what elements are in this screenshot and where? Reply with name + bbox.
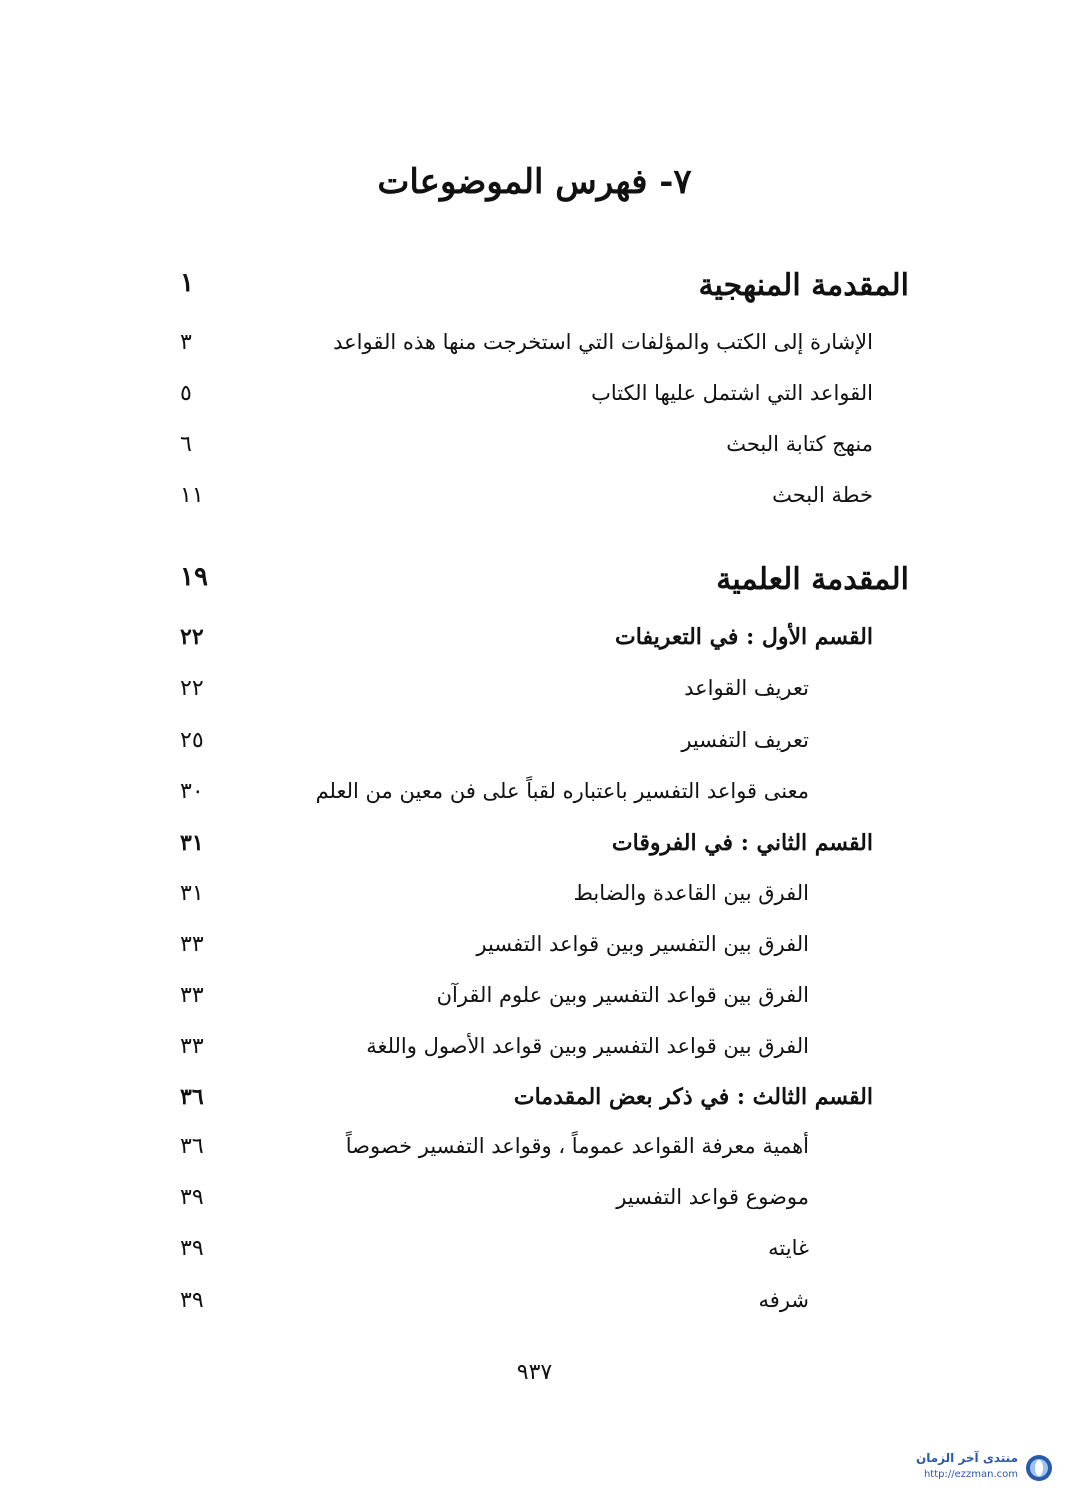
- toc-entry: [160, 483, 909, 523]
- toc-entry-page: ٣٩: [180, 1185, 204, 1210]
- toc-entry-label: المقدمة المنهجية: [698, 268, 909, 303]
- toc-entry-label: الفرق بين قواعد التفسير وبين قواعد الأصول واللغة: [366, 1034, 809, 1058]
- toc-entry-label: تعريف التفسير: [681, 728, 809, 752]
- toc-entry-page: ١: [180, 268, 194, 298]
- toc-entry-page: ٣٩: [180, 1288, 204, 1313]
- toc-entry: [160, 1034, 909, 1074]
- toc-entry-page: ١١: [180, 483, 204, 508]
- toc-entry-section: [160, 562, 909, 602]
- toc-entry-page: ٢٥: [180, 728, 204, 753]
- site-watermark: [898, 1447, 1058, 1493]
- toc-entry-label: شرفه: [758, 1288, 809, 1312]
- toc-entry: [160, 1134, 909, 1174]
- toc-entry-label: القواعد التي اشتمل عليها الكتاب: [591, 381, 873, 405]
- toc-entry-page: ٣١: [180, 881, 204, 906]
- toc-entry: [160, 779, 909, 819]
- toc-entry-page: ٣٣: [180, 1034, 204, 1059]
- toc-entry-page: ٢٢: [180, 676, 204, 701]
- watermark-logo-icon: [1024, 1453, 1054, 1483]
- toc-entry: [160, 676, 909, 716]
- toc-entry: [160, 983, 909, 1023]
- toc-entry-label: الفرق بين التفسير وبين قواعد التفسير: [476, 932, 809, 956]
- toc-entry-page: ٣٣: [180, 983, 204, 1008]
- toc-entry-label: الإشارة إلى الكتب والمؤلفات التي استخرجت منها هذه القواعد: [333, 330, 873, 354]
- toc-entry: [160, 728, 909, 768]
- toc-entry-label: تعريف القواعد: [684, 676, 809, 700]
- toc-entry-page: ٣٠: [180, 779, 204, 804]
- toc-entry-label: معنى قواعد التفسير باعتباره لقباً على فن معين من العلم: [315, 779, 809, 803]
- toc-entry-page: ٣١: [180, 830, 204, 856]
- toc-entry-part: [160, 624, 909, 664]
- toc-entry-label: القسم الأول : في التعريفات: [615, 624, 873, 650]
- toc-entry-page: ٣٩: [180, 1236, 204, 1261]
- toc-entry-label: خطة البحث: [772, 483, 873, 507]
- toc-entry: [160, 432, 909, 472]
- toc-entry-page: ٣٦: [180, 1134, 204, 1159]
- toc-entry-page: ٣٦: [180, 1084, 204, 1110]
- toc-entry-label: الفرق بين قواعد التفسير وبين علوم القرآن: [436, 983, 809, 1007]
- toc-entry-part: [160, 1084, 909, 1124]
- toc-entry-part: [160, 830, 909, 870]
- page-title: ٧- فهرس الموضوعات: [377, 162, 692, 202]
- toc-entry-label: أهمية معرفة القواعد عموماً ، وقواعد التفسير خصوصاً: [345, 1134, 809, 1158]
- toc-entry-label: القسم الثالث : في ذكر بعض المقدمات: [513, 1084, 873, 1110]
- toc-entry: [160, 1236, 909, 1276]
- toc-entry-page: ٦: [180, 432, 192, 457]
- toc-entry: [160, 881, 909, 921]
- toc-entry-label: غايته: [768, 1236, 809, 1260]
- watermark-url: http://ezzman.com: [923, 1469, 1018, 1480]
- toc-entry-page: ٥: [180, 381, 192, 406]
- toc-entry-section: [160, 268, 909, 308]
- toc-entry-page: ٢٢: [180, 624, 204, 650]
- toc-entry-page: ٣: [180, 330, 192, 355]
- watermark-name: منتدى آخر الزمان: [916, 1451, 1018, 1465]
- toc-entry: [160, 330, 909, 370]
- toc-entry: [160, 932, 909, 972]
- page-number: ٩٣٧: [516, 1360, 553, 1385]
- toc-entry-label: منهج كتابة البحث: [726, 432, 873, 456]
- toc-entry: [160, 1185, 909, 1225]
- toc-entry-label: الفرق بين القاعدة والضابط: [573, 881, 809, 905]
- toc-entry-label: المقدمة العلمية: [716, 562, 909, 597]
- toc-entry-page: ٣٣: [180, 932, 204, 957]
- toc-entry: [160, 381, 909, 421]
- toc-entry-page: ١٩: [180, 562, 208, 592]
- toc-entry-label: موضوع قواعد التفسير: [616, 1185, 809, 1209]
- toc-entry-label: القسم الثاني : في الفروقات: [611, 830, 873, 856]
- toc-entry: [160, 1288, 909, 1328]
